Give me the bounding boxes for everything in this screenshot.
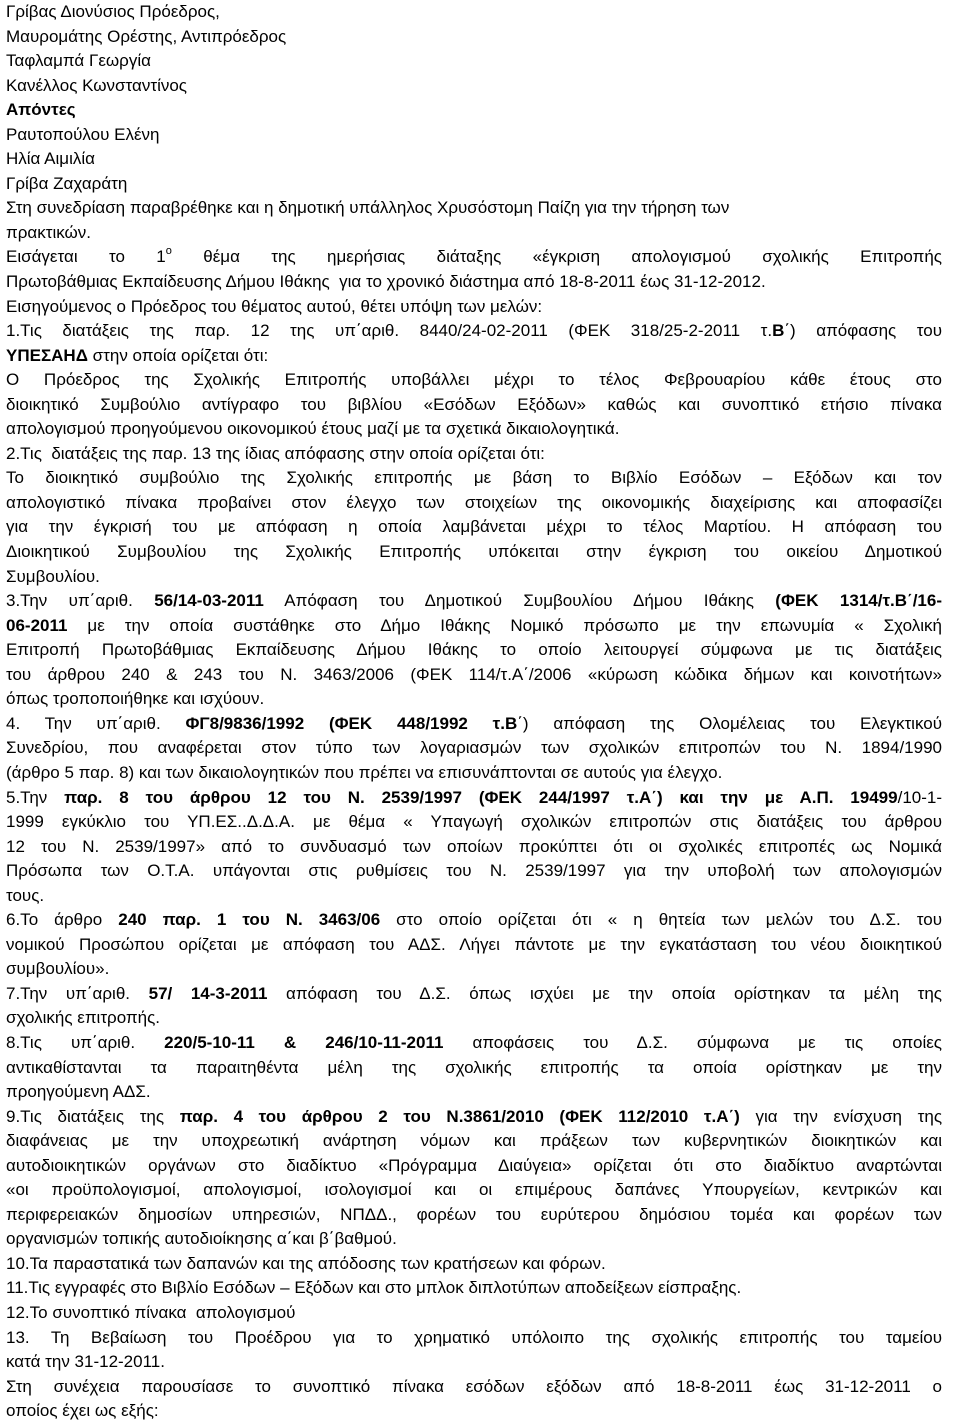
- text-line: αυτοδιοικητικών οργάνων στο διαδίκτυο «Πρόγραμμα Διαύγεια» ορίζεται ότι στο διαδίκτυο αναρτώνται: [6, 1155, 942, 1175]
- text-line: διοικητικό Συμβούλιο αντίγραφο του βιβλίου «Εσόδων Εξόδων» καθώς και συνοπτικό ετήσιο πίνακα: [6, 394, 942, 414]
- text-line: Ο Πρόεδρος της Σχολικής Επιτροπής υποβάλλει μέχρι το τέλος Φεβρουαρίου κάθε έτους στο: [6, 370, 942, 390]
- text-line: κατά την 31-12-2011.: [6, 1352, 165, 1372]
- text-line: προηγούμενη ΑΔΣ.: [6, 1082, 151, 1102]
- text-line: 13. Τη Βεβαίωση του Προέδρου για το χρηματικό υπόλοιπο της σχολικής επιτροπής του ταμείου: [6, 1327, 942, 1347]
- text-line: Το διοικητικό συμβούλιο της Σχολικής επιτροπής με βάση το Βιβλίο Εσόδων – Εξόδων και τον: [6, 468, 942, 488]
- text-line: 1.Τις διατάξεις της παρ. 12 της υπ΄αριθ. 8440/24-02-2011 (ΦΕΚ 318/25-2-2011 τ.Β΄) απόφασης του: [6, 321, 942, 341]
- text-line: 7.Την υπ΄αριθ. 57/ 14-3-2011 απόφαση του Δ.Σ. όπως ισχύει με την οποία ορίστηκαν τα μέλη της: [6, 983, 942, 1003]
- text-line: νομικού Προσώπου ορίζεται με απόφαση του ΑΔΣ. Λήγει πάντοτε με την εγκατάσταση του νέου διοικητικού: [6, 934, 942, 954]
- text-line: 5.Την παρ. 8 του άρθρου 12 του Ν. 2539/1997 (ΦΕΚ 244/1997 τ.Α΄) και την με Α.Π. 19499/10-1-: [6, 787, 942, 807]
- absent-name: Ηλία Αιμιλία: [6, 149, 95, 169]
- text-line: διαφάνειας με την υποχρεωτική ανάρτηση νόμων και πράξεων των κυβερνητικών διοικητικών και: [6, 1131, 942, 1151]
- absent-name: Γρίβα Ζαχαράτη: [6, 173, 128, 193]
- text-line: 6.Το άρθρο 240 παρ. 1 του Ν. 3463/06 στο οποίο ορίζεται ότι « η θητεία των μελών του Δ.Σ. του: [6, 910, 942, 930]
- text-line: σχολικής επιτροπής.: [6, 1008, 161, 1028]
- text-line: 1999 εγκύκλιο του ΥΠ.ΕΣ..Δ.Δ.Α. με θέμα « Υπαγωγή σχολικών επιτροπών στις διατάξεις του άρθρου: [6, 812, 942, 832]
- text-line: οργανισμών τοπικής αυτοδιοίκησης α΄και β΄βαθμού.: [6, 1229, 397, 1249]
- text-line: του άρθρου 240 & 243 του Ν. 3463/2006 (ΦΕΚ 114/τ.Α΄/2006 «κύρωση κώδικα δήμων και κοινοτήτων»: [6, 664, 942, 684]
- attendee-name: Γρίβας Διονύσιος Πρόεδρος,: [6, 2, 220, 21]
- text-line: 10.Τα παραστατικά των δαπανών και της απόδοσης των κρατήσεων και φόρων.: [6, 1253, 606, 1273]
- attendee-name: Κανέλλος Κωνσταντίνος: [6, 75, 187, 95]
- text-line: οποίος έχει ως εξής:: [6, 1401, 159, 1421]
- text-line: 3.Την υπ΄αριθ. 56/14-03-2011 Απόφαση του Δημοτικού Συμβουλίου Δήμου Ιθάκης (ΦΕΚ 1314/τ.Β΄/16-: [6, 591, 942, 611]
- text-line: Εισηγούμενος ο Πρόεδρος του θέματος αυτού, θέτει υπόψη των μελών:: [6, 296, 543, 316]
- text-line: απολογιστικό πίνακα προβαίνει στον έλεγχο των στοιχείων της οικονομικής διαχείρισης και αποφασίζει: [6, 492, 942, 512]
- text-line: 9.Τις διατάξεις της παρ. 4 του άρθρου 2 του Ν.3861/2010 (ΦΕΚ 112/2010 τ.Α΄) για την ενίσχυση της: [6, 1106, 942, 1126]
- text-line: Πρόσωπα των Ο.Τ.Α. υπάγονται στις ρυθμίσεις του Ν. 2539/1997 για την υποβολή των απολογισμών: [6, 861, 942, 881]
- text-line: πρακτικών.: [6, 222, 92, 242]
- text-line: Εισάγεται το $1^o$ θέμα της ημερήσιας διάταξης «έγκριση απολογισμού σχολικής Επιτροπής: [6, 245, 942, 267]
- text-line: αντικαθίστανται τα παραιτηθέντα μέλη της σχολικής επιτροπής τα οποία ορίστηκαν με την: [6, 1057, 942, 1077]
- text-line: Διοικητικού Συμβουλίου της Σχολικής Επιτροπής υπόκειται στην έγκριση του οικείου Δημοτικού: [6, 542, 942, 562]
- text-line: Πρωτοβάθμιας Εκπαίδευσης Δήμου Ιθάκης για το χρονικό διάστημα από 18-8-2011 έως 31-12-2012.: [6, 272, 766, 292]
- text-line: ΥΠΕΣΑΗΔ στην οποία ορίζεται ότι:: [6, 345, 269, 365]
- text-line: 12.Το συνοπτικό πίνακα απολογισμού: [6, 1302, 296, 1322]
- text-line: 8.Τις υπ΄αριθ. 220/5-10-11 & 246/10-11-2011 αποφάσεις του Δ.Σ. σύμφωνα με τις οποίες: [6, 1032, 942, 1052]
- attendee-name: Μαυρομάτης Ορέστης, Αντιπρόεδρος: [6, 26, 287, 46]
- text-line: Συμβουλίου.: [6, 566, 100, 586]
- text-line: συμβουλίου».: [6, 959, 110, 979]
- text-line: όπως τροποποιήθηκε και ισχύουν.: [6, 689, 265, 709]
- text-line: απολογισμού προηγούμενου οικονομικού έτους μαζί με τα σχετικά δικαιολογητικά.: [6, 419, 620, 439]
- attendee-name: Ταφλαμπά Γεωργία: [6, 51, 151, 71]
- text-line: 4. Την υπ΄αριθ. ΦΓ8/9836/1992 (ΦΕΚ 448/1992 τ.Β΄) απόφαση της Ολομέλειας του Ελεγκτικού: [6, 713, 942, 733]
- text-line: «οι προϋπολογισμοί, απολογισμοί, ισολογισμοί και οι επιμέρους δαπάνες Υπουργείων, κεντρικών και: [6, 1180, 942, 1200]
- text-line: Επιτροπή Πρωτοβάθμιας Εκπαίδευσης Δήμου Ιθάκης το οποίο λειτουργεί σύμφωνα με τις διατάξεις: [6, 640, 942, 660]
- text-line: Στη συνέχεια παρουσίασε το συνοπτικό πίνακα εσόδων εξόδων από 18-8-2011 έως 31-12-2011 ο: [6, 1376, 942, 1396]
- absent-name: Ραυτοπούλου Ελένη: [6, 124, 160, 144]
- text-line: για την έγκρισή του με απόφαση η οποία λαμβάνεται μέχρι το τέλος Μαρτίου. Η απόφαση του: [6, 517, 942, 537]
- text-line: Συνεδρίου, που αναφέρεται στον τύπο των λογαριασμών των σχολικών επιτροπών του Ν. 1894/1990: [6, 738, 942, 758]
- text-line: 2.Τις διατάξεις της παρ. 13 της ίδιας απόφασης στην οποία ορίζεται ότι:: [6, 443, 545, 463]
- absent-heading: Απόντες: [6, 100, 76, 120]
- text-line: 12 του Ν. 2539/1997» από το συνδυασμό των οποίων προκύπτει ότι οι σχολικές επιτροπές ως Νομικά: [6, 836, 942, 856]
- text-line: τους.: [6, 885, 45, 905]
- text-line: 06-2011 με την οποία συστάθηκε στο Δήμο Ιθάκης Νομικό πρόσωπο με την επωνυμία « Σχολική: [6, 615, 942, 635]
- text-line: περιφερειακών δημοσίων υπηρεσιών, ΝΠΔΔ., φορέων του ευρύτερου δημόσιου τομέα και φορέων των: [6, 1204, 942, 1224]
- text-line: Στη συνεδρίαση παραβρέθηκε και η δημοτική υπάλληλος Χρυσόστομη Παίζη για την τήρηση των: [6, 198, 730, 218]
- text-line: (άρθρο 5 παρ. 8) και των δικαιολογητικών που πρέπει να επισυνάπτονται σε αυτούς για έλεγχο.: [6, 762, 723, 782]
- text-line: 11.Τις εγγραφές στο Βιβλίο Εσόδων – Εξόδων και στο μπλοκ διπλοτύπων αποδείξεων είσπραξης.: [6, 1278, 742, 1298]
